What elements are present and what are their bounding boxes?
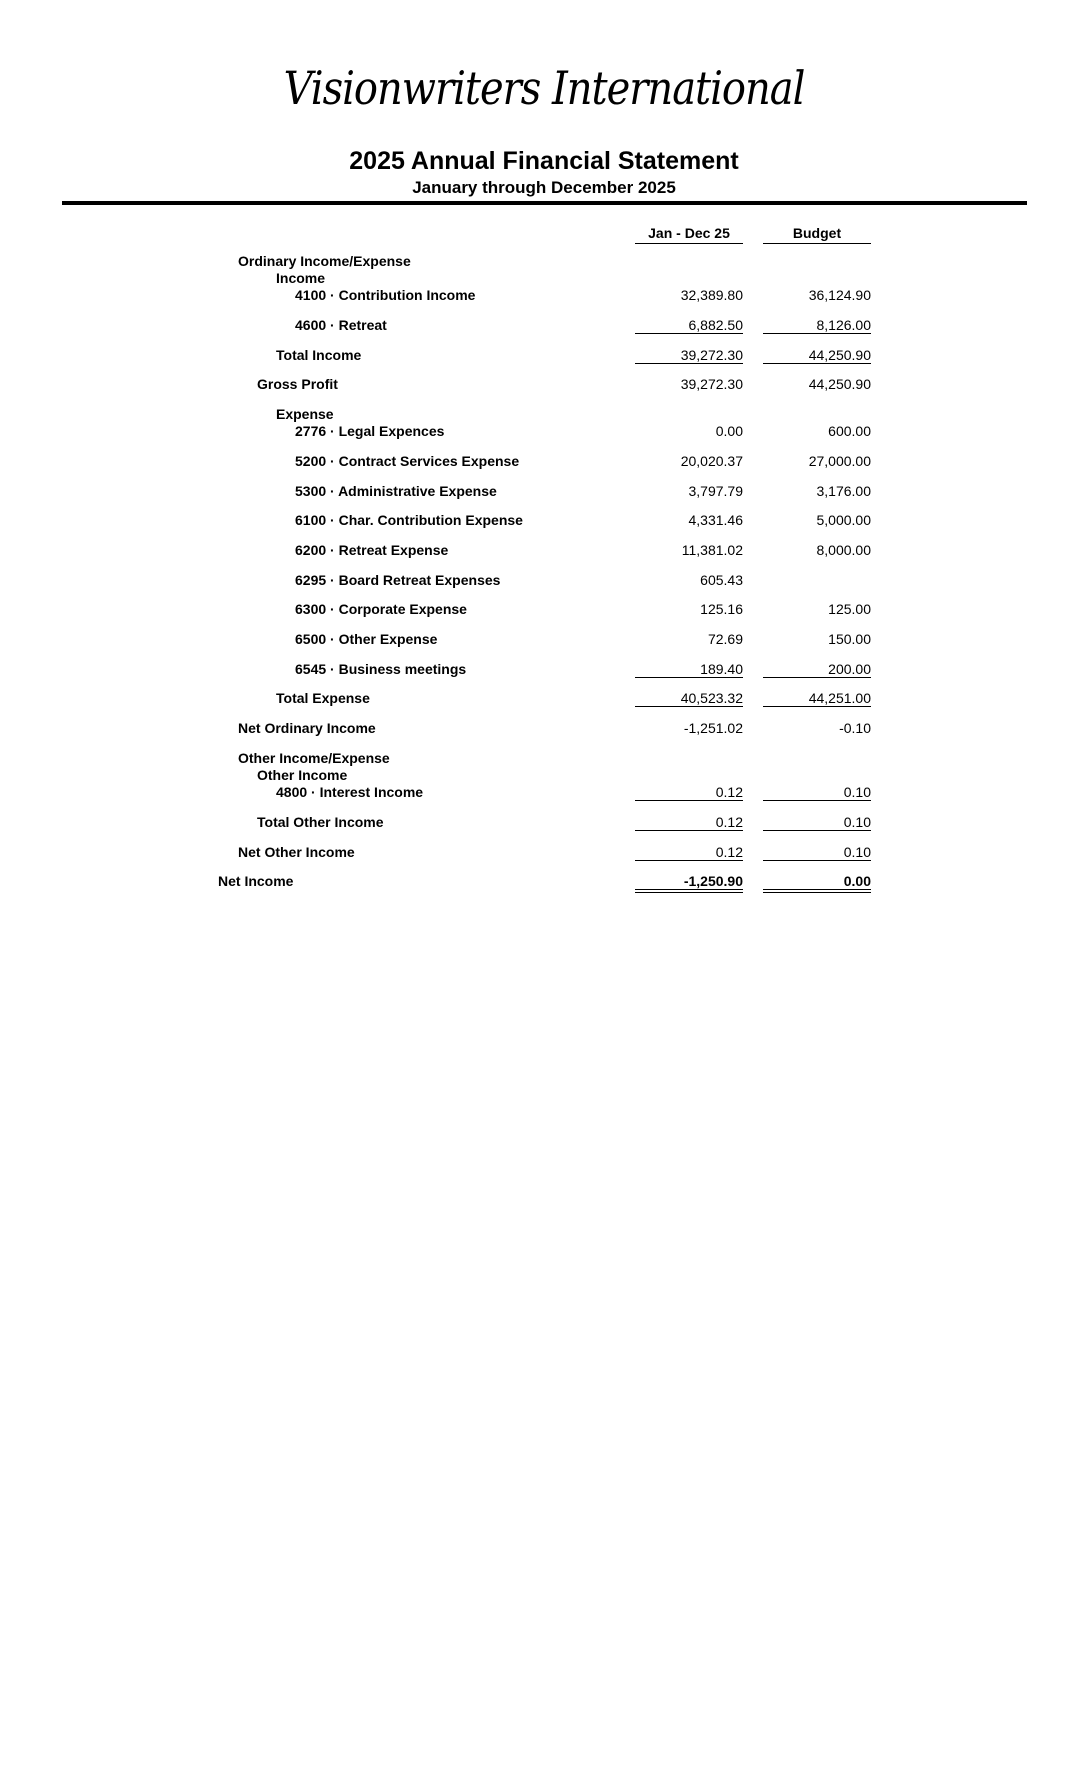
row-label: Net Ordinary Income: [238, 720, 376, 736]
actual-value: 11,381.02: [681, 542, 743, 558]
actual-value: -1,251.02: [683, 720, 743, 736]
table-row: [0, 347, 1088, 365]
table-row: [0, 572, 1088, 590]
budget-value: 200.00: [763, 661, 871, 678]
budget-value: 125.00: [828, 601, 871, 617]
row-label: Ordinary Income/Expense: [238, 253, 411, 269]
actual-value: 40,523.32: [635, 690, 743, 707]
table-row: [0, 270, 1088, 288]
header-rule: [62, 201, 1027, 205]
table-row: [0, 784, 1088, 802]
budget-value: 8,126.00: [763, 317, 871, 334]
table-row: [0, 287, 1088, 305]
row-label: Total Expense: [276, 690, 370, 706]
column-header-actual: Jan - Dec 25: [635, 225, 743, 244]
row-label: 6545 · Business meetings: [295, 661, 467, 677]
table-row: [0, 844, 1088, 862]
organization-logo: Visionwriters International: [283, 62, 805, 116]
budget-value: 44,250.90: [808, 376, 871, 392]
table-row: [0, 253, 1088, 271]
table-row: [0, 423, 1088, 441]
table-row: [0, 601, 1088, 619]
row-label: Net Income: [218, 873, 294, 889]
actual-value: 39,272.30: [635, 347, 743, 364]
table-row: [0, 542, 1088, 560]
row-label: Total Other Income: [257, 814, 384, 830]
report-period: January through December 2025: [412, 178, 676, 197]
budget-value: 36,124.90: [808, 287, 871, 303]
row-label: Total Income: [276, 347, 362, 363]
table-row: [0, 873, 1088, 891]
table-row: [0, 376, 1088, 394]
budget-value: 44,250.90: [763, 347, 871, 364]
table-row: [0, 720, 1088, 738]
report-title: 2025 Annual Financial Statement: [349, 147, 739, 175]
budget-value: -0.10: [839, 720, 871, 736]
actual-value: 20,020.37: [680, 453, 743, 469]
table-row: [0, 767, 1088, 785]
actual-value: 0.00: [715, 423, 743, 439]
budget-value: 5,000.00: [816, 512, 871, 528]
actual-value: 0.12: [635, 814, 743, 831]
budget-value: 600.00: [828, 423, 871, 439]
row-label: Expense: [276, 406, 334, 422]
row-label: 2776 · Legal Expences: [295, 423, 445, 439]
actual-value: 189.40: [635, 661, 743, 678]
budget-value: 0.10: [763, 814, 871, 831]
row-label: 4600 · Retreat: [295, 317, 387, 333]
row-label: 5300 · Administrative Expense: [295, 483, 497, 499]
budget-value: 8,000.00: [816, 542, 871, 558]
actual-value: -1,250.90: [635, 873, 743, 893]
budget-value: 150.00: [828, 631, 871, 647]
budget-value: 0.10: [763, 784, 871, 801]
table-row: [0, 317, 1088, 335]
table-row: [0, 750, 1088, 768]
table-row: [0, 690, 1088, 708]
row-label: 5200 · Contract Services Expense: [295, 453, 520, 469]
actual-value: 0.12: [635, 844, 743, 861]
row-label: Other Income/Expense: [238, 750, 390, 766]
table-row: [0, 512, 1088, 530]
row-label: 6500 · Other Expense: [295, 631, 438, 647]
actual-value: 39,272.30: [680, 376, 743, 392]
actual-value: 0.12: [635, 784, 743, 801]
row-label: 4100 · Contribution Income: [295, 287, 476, 303]
actual-value: 3,797.79: [688, 483, 743, 499]
table-row: [0, 661, 1088, 679]
row-label: 6100 · Char. Contribution Expense: [295, 512, 523, 528]
actual-value: 32,389.80: [680, 287, 743, 303]
actual-value: 72.69: [707, 631, 743, 647]
budget-value: 44,251.00: [763, 690, 871, 707]
budget-value: 3,176.00: [816, 483, 871, 499]
actual-value: 125.16: [700, 601, 743, 617]
row-label: 6200 · Retreat Expense: [295, 542, 449, 558]
actual-value: 605.43: [700, 572, 743, 588]
table-row: [0, 814, 1088, 832]
budget-value: 27,000.00: [808, 453, 871, 469]
actual-value: 6,882.50: [635, 317, 743, 334]
row-label: Other Income: [257, 767, 348, 783]
table-row: [0, 406, 1088, 424]
row-label: 4800 · Interest Income: [276, 784, 424, 800]
budget-value: 0.00: [763, 873, 871, 893]
row-label: Income: [276, 270, 326, 286]
table-row: [0, 483, 1088, 501]
row-label: 6300 · Corporate Expense: [295, 601, 467, 617]
column-header-budget: Budget: [763, 225, 871, 244]
row-label: Gross Profit: [257, 376, 338, 392]
actual-value: 4,331.46: [688, 512, 743, 528]
row-label: 6295 · Board Retreat Expenses: [295, 572, 501, 588]
budget-value: 0.10: [763, 844, 871, 861]
row-label: Net Other Income: [238, 844, 355, 860]
table-row: [0, 631, 1088, 649]
table-row: [0, 453, 1088, 471]
